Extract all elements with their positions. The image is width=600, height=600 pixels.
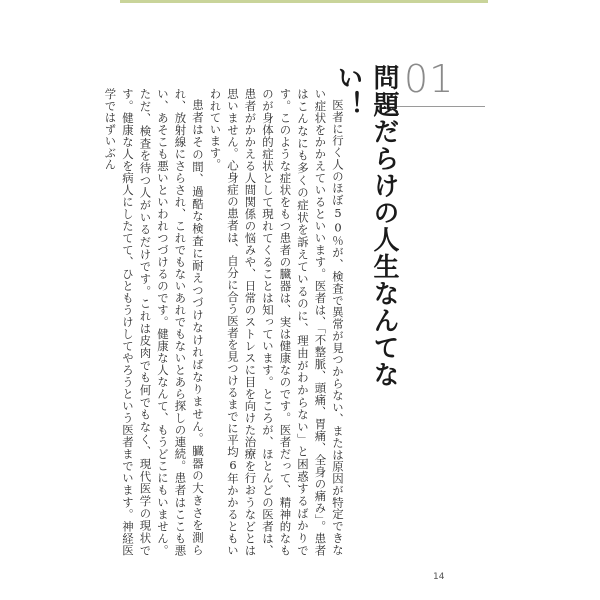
body-text <box>103 88 346 556</box>
paragraph: 医者に行く人のほぼ50％が、検査で異常が見つからない、または原因が特定できない症状をかかえているといいます。医者は、「不整脈、頭痛、胃痛、全身の痛み」。患者はこんなにも多くの症状を訴えているのに、理由がわからない」と困惑するばかりです。このような症状をもつ患者の臓器は、実は健康なのです。医者だって、精神的なものが身体的症状として現れてくることは知っています。ところが、ほとんどの医者は、患者がかかえる人間関係の悩みや、日常のストレスに目を向けた治療を行おうなどとは思いません。心身症の患者は、自分に合う医者を見つけるまでに平均6年かかるともいわれています。 <box>208 88 345 556</box>
chapter-number: 01 <box>404 57 455 101</box>
top-accent-rule <box>120 0 488 3</box>
chapter-title: 問題だらけの人生なんてない！ <box>333 64 399 388</box>
page-number: 14 <box>433 572 445 582</box>
chapter-divider <box>397 106 485 107</box>
paragraph: 患者はその間、過酷な検査に耐えつづけなければなりません。臓器の大きさを測られ、放射線にさらされ、これでもないあれでもないとあら探しの連続。患者はここも悪い、あそこも悪いといわれつづけるのです。健康な人なんて、もうどこにもいません。ただ、検査を待つ人がいるだけです。これは皮肉でも何でもなく、現代医学の現状です。健康な人を病人にしたてて、ひともうけしてやろうという医者までいます。神経医学ではずいぶん <box>103 88 205 556</box>
